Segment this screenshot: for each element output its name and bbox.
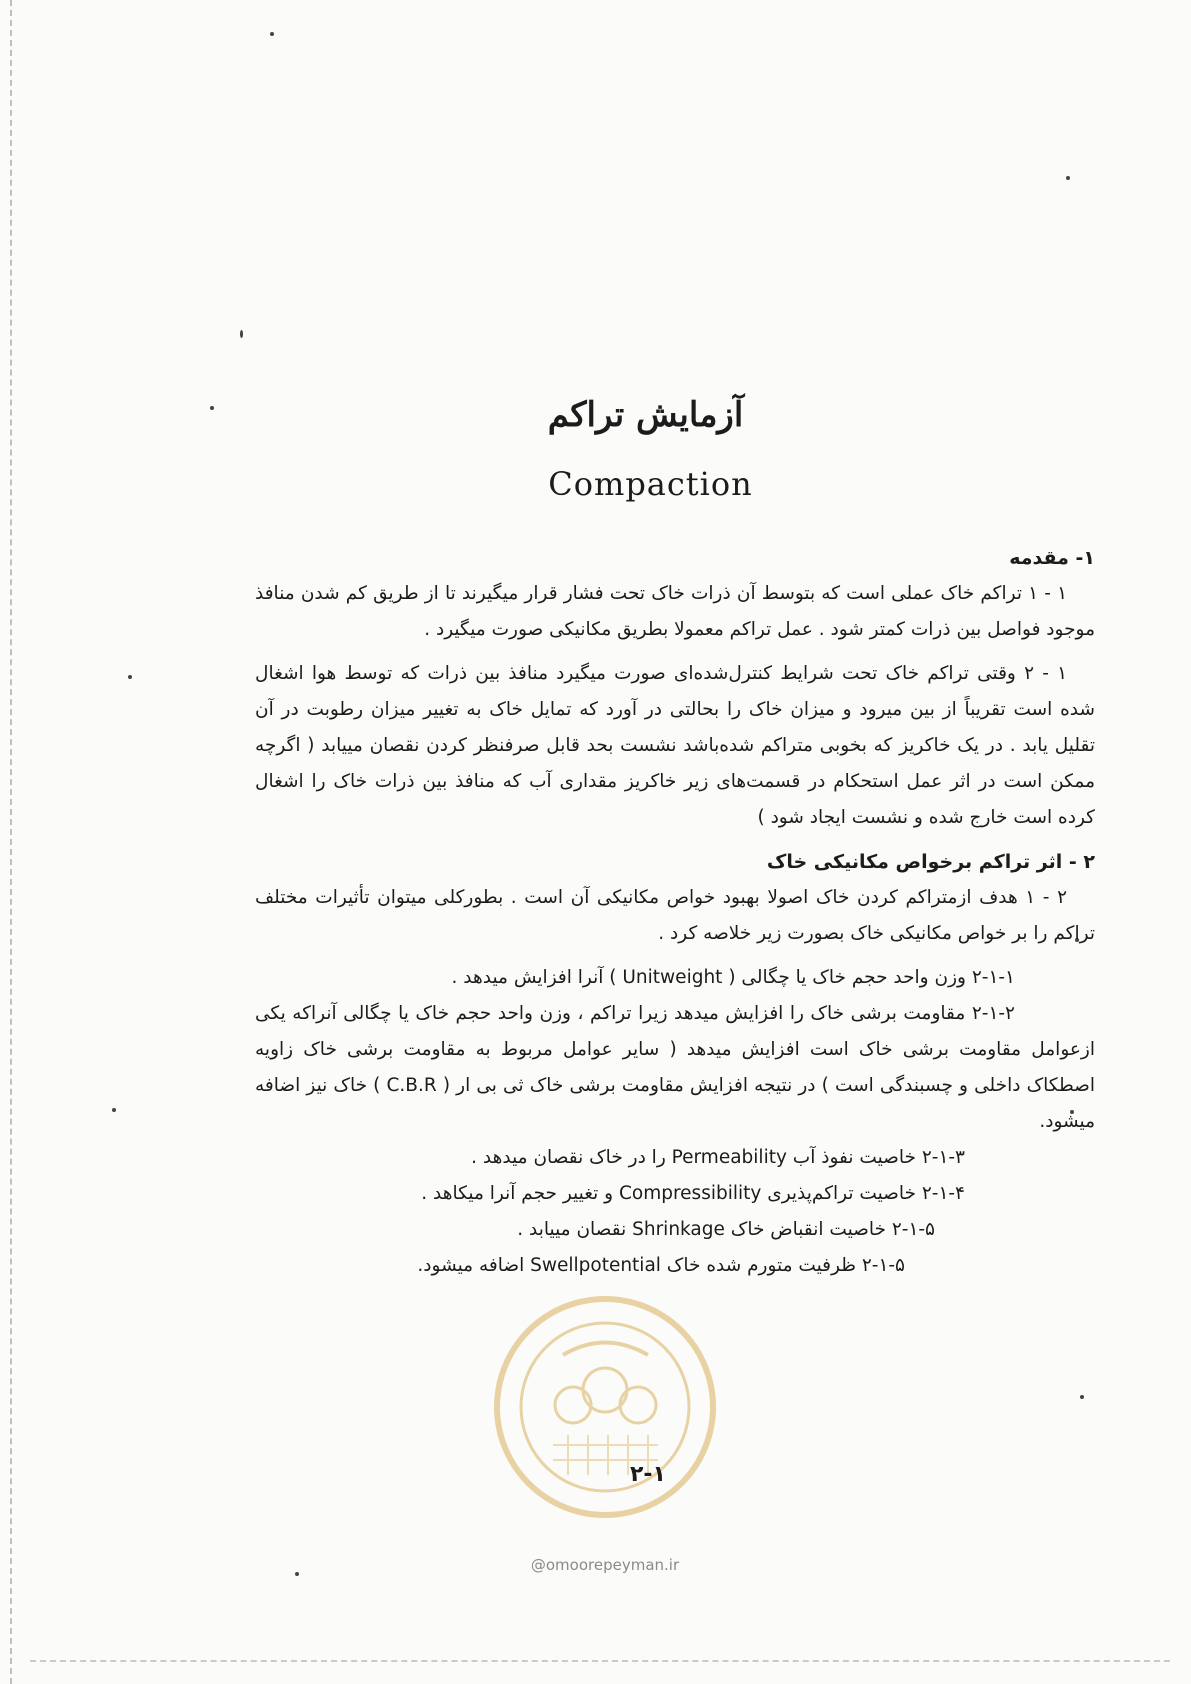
list-item-2-1-6: ۲-۱-۵ ظرفیت متورم شده خاک Swellpotential اضافه میشود.: [417, 1255, 905, 1276]
watermark-text: @omoorepeyman.ir: [530, 1556, 680, 1574]
scan-speck: [112, 1108, 116, 1112]
scan-edge-bottom: [30, 1658, 1170, 1662]
list-item-2-1-1: ۲-۱-۱ وزن واحد حجم خاک یا چگالی ( Unitweight ) آنرا افزایش میدهد .: [451, 967, 1015, 988]
scan-speck: [295, 1572, 299, 1576]
list-item-2-1-4: ۲-۱-۴ خاصیت تراکم‌پذیری Compressibility و تغییر حجم آنرا میکاهد .: [421, 1183, 965, 1204]
scan-speck: [128, 675, 132, 679]
title-english: Compaction: [548, 465, 753, 503]
title-persian: آزمایش تراکم: [547, 395, 744, 435]
scan-speck: [1066, 176, 1070, 180]
document-body: [255, 540, 1095, 1284]
scan-speck: [240, 330, 243, 338]
section-1-paragraph-2: ۱ - ۲ وقتی تراکم خاک تحت شرایط کنترل‌شده‌ای صورت میگیرد منافذ بین ذرات که توسط هوا اشغال شده است تقریباً از بین میرود و میزان خاک را بحالتی در آورد که تمایل خاک به تغییر میزان رطوبت در آن تقلیل یابد . در یک خاکریز که بخوبی متراکم شده‌باشد نشست بحد قابل صرفنظر کردن نقصان مییابد ( اگرچه ممکن است در اثر عمل استحکام در قسمت‌های زیر خاکریز مقداری آب که منافذ بین ذرات خاک را اشغال کرده است خارج شده و نشست ایجاد شود ): [255, 663, 1095, 828]
list-item-2-1-2: ۲-۱-۲ مقاومت برشی خاک را افزایش میدهد زیرا تراکم ، وزن واحد حجم خاک یا چگالی آنراکه یکی ازعوامل مقاومت برشی خاک است افزایش میدهد ( سایر عوامل مربوط به مقاومت برشی خاک زاویه اصطکاک داخلی و چسبندگی است ) در نتیجه افزایش مقاومت برشی خاک ثی بی ار ( C.B.R ) خاک نیز اضافه میشود.: [255, 1003, 1096, 1132]
scan-speck: [1080, 1395, 1084, 1399]
page-number: ۲-۱: [630, 1462, 666, 1487]
scan-speck: [270, 32, 274, 36]
list-item-2-1-3: ۲-۱-۳ خاصیت نفوذ آب Permeability را در خاک نقصان میدهد .: [471, 1147, 965, 1168]
section-2-heading: ۲ - اثر تراکم برخواص مکانیکی خاک: [766, 851, 1095, 873]
watermark-seal-icon: [493, 1295, 718, 1520]
section-2-paragraph-1: ۲ - ۱ هدف ازمتراکم کردن خاک اصولا بهبود خواص مکانیکی آن است . بطورکلی میتوان تأثیرات مختلف تراکم را بر خواص مکانیکی خاک بصورت زیر خلاصه کرد .: [255, 887, 1095, 944]
list-item-2-1-5: ۲-۱-۵ خاصیت انقباض خاک Shrinkage نقصان مییابد .: [517, 1219, 935, 1240]
section-1-heading: ۱- مقدمه: [1009, 547, 1095, 569]
section-1-paragraph-1: ۱ - ۱ تراکم خاک عملی است که بتوسط آن ذرات خاک تحت فشار قرار میگیرند تا از طریق کم شدن منافذ موجود فواصل بین ذرات کمتر شود . عمل تراکم معمولا بطریق مکانیکی صورت میگیرد .: [255, 583, 1095, 640]
scan-edge-left: [10, 0, 14, 1684]
